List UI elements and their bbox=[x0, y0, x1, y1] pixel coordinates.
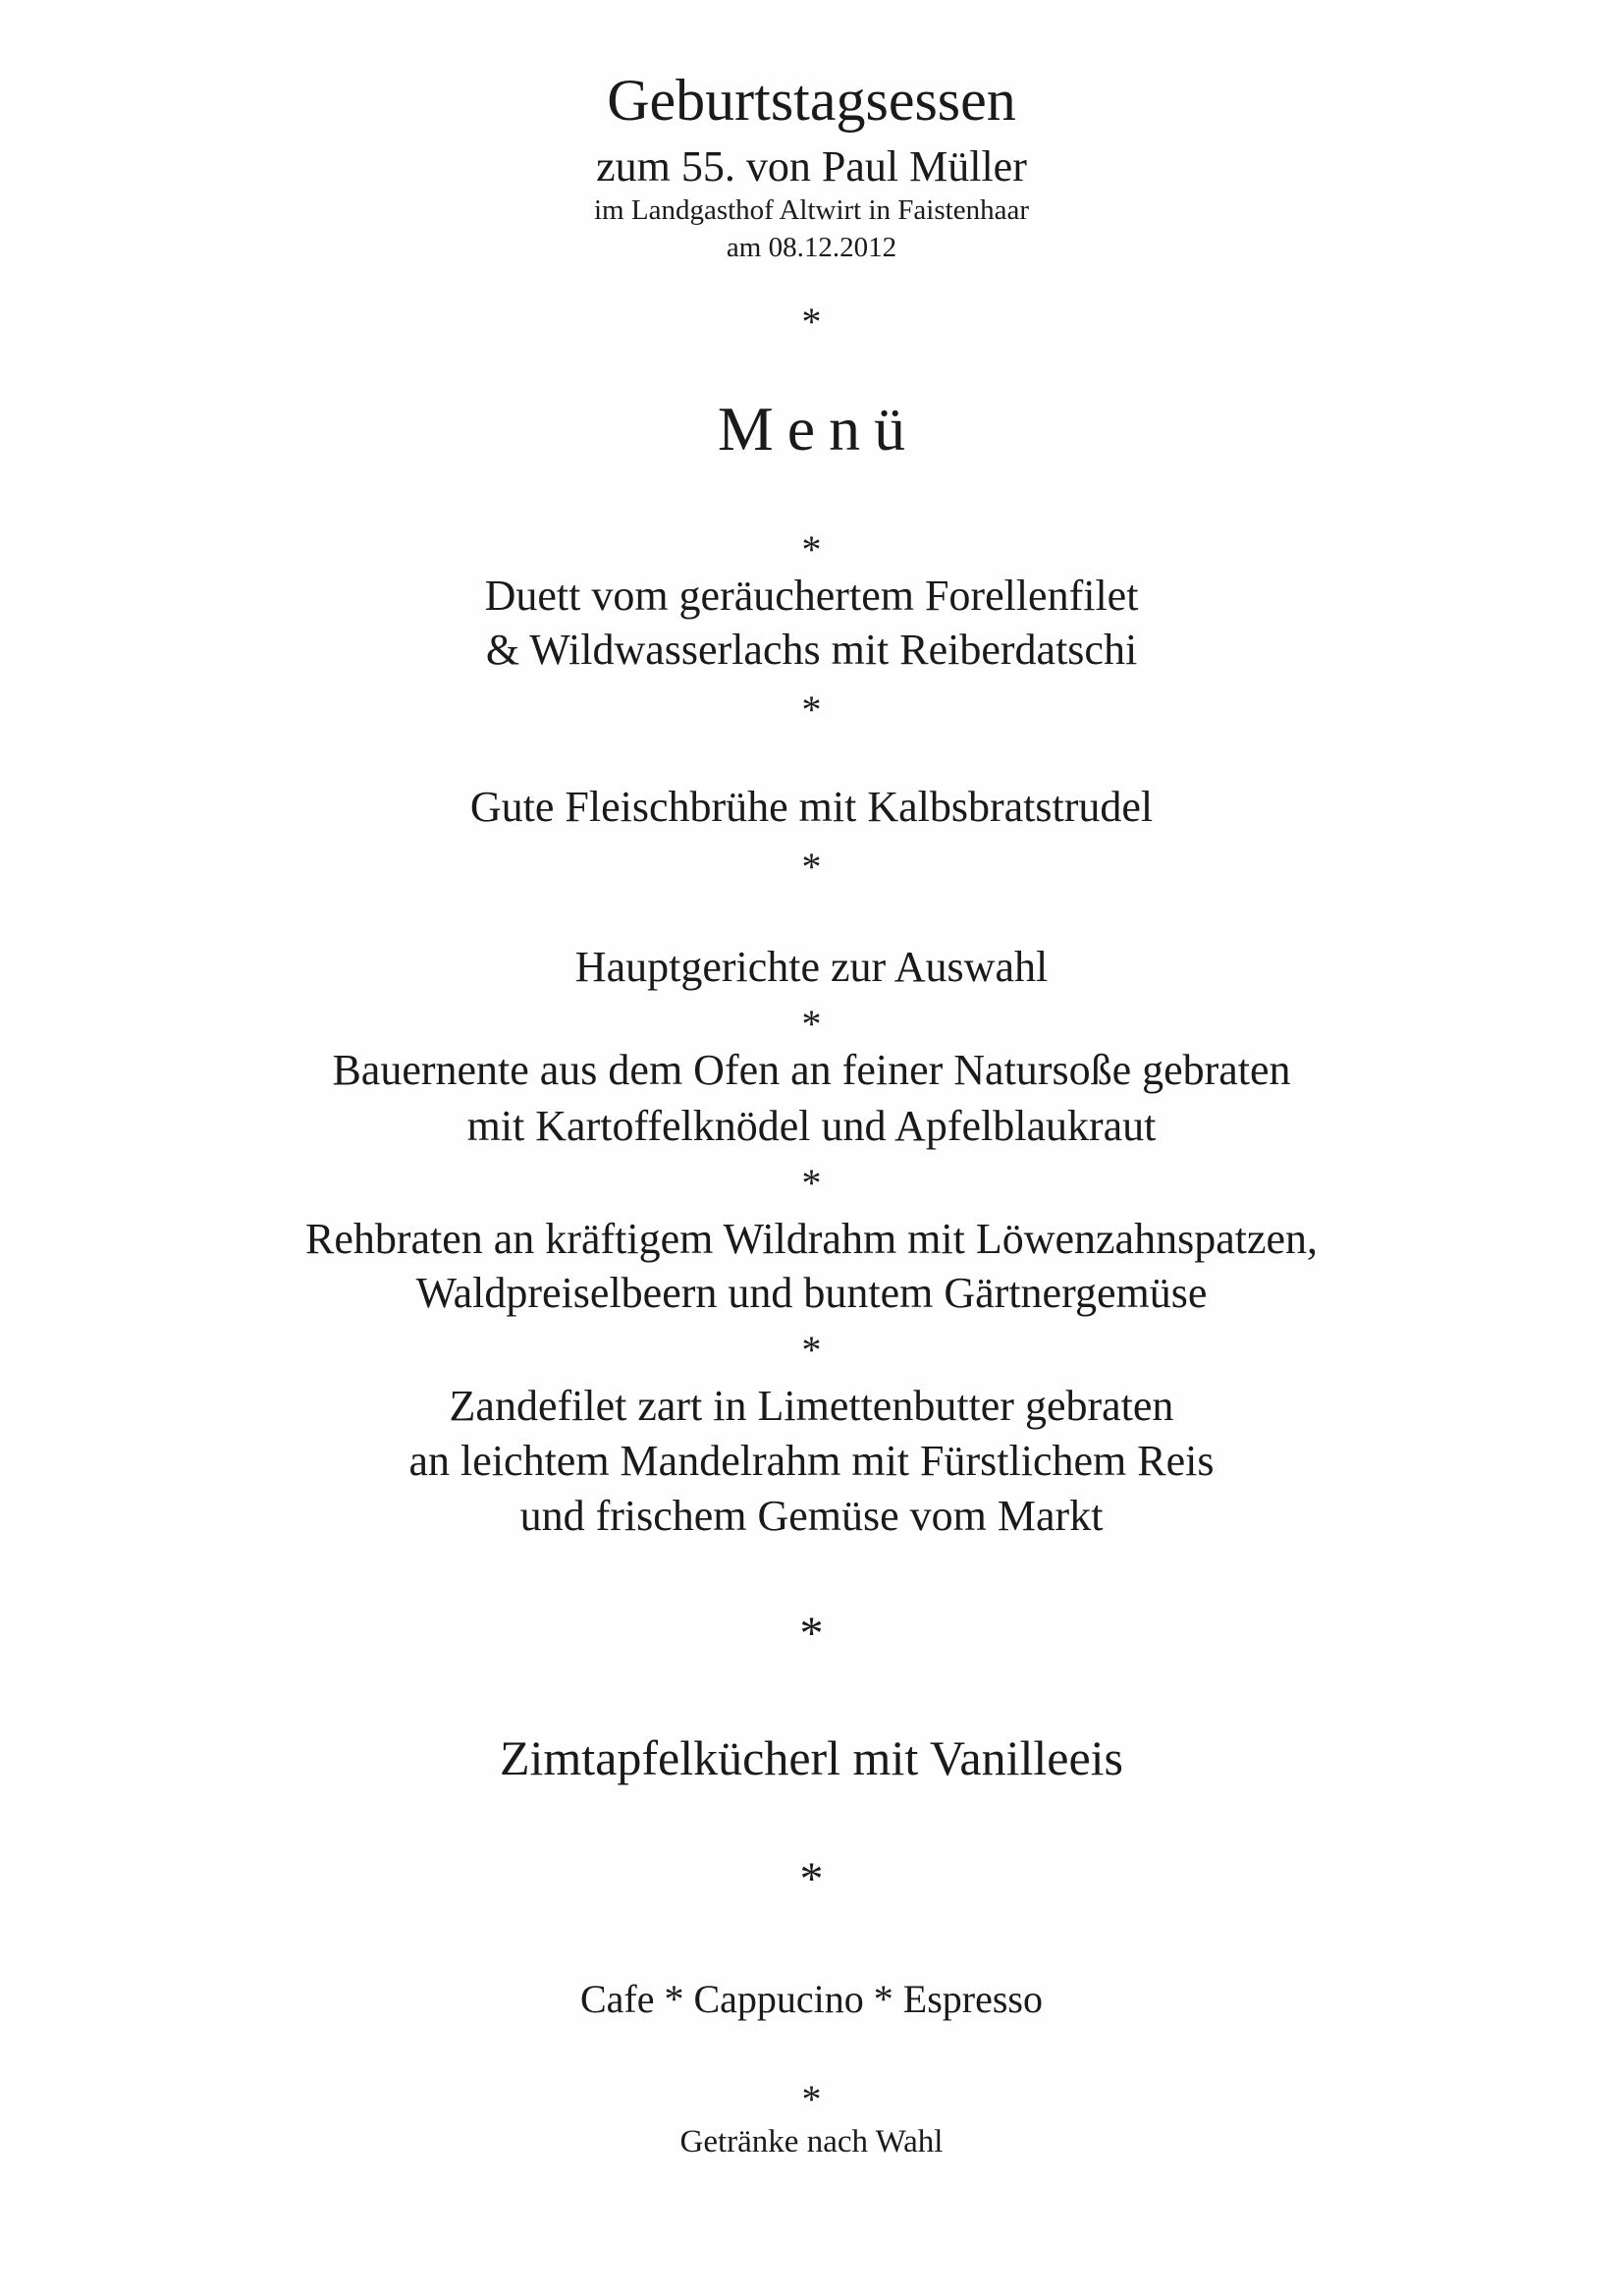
main-zander-line3: und frischem Gemüse vom Markt bbox=[519, 1492, 1104, 1540]
separator-star: * bbox=[801, 845, 822, 889]
subtitle: zum 55. von Paul Müller bbox=[596, 142, 1027, 191]
separator-star: * bbox=[801, 1002, 822, 1046]
course-dessert: Zimtapfelkücherl mit Vanilleeis bbox=[499, 1730, 1123, 1785]
main-zander-line2: an leichtem Mandelrahm mit Fürstlichem Reis bbox=[408, 1437, 1215, 1485]
separator-star: * bbox=[801, 2077, 822, 2121]
main-zander-line1: Zandefilet zart in Limettenbutter gebraten bbox=[449, 1382, 1174, 1430]
course-starter-line2: & Wildwasserlachs mit Reiberdatschi bbox=[485, 626, 1138, 674]
separator-star: * bbox=[801, 527, 822, 572]
main-duck-line1: Bauernente aus dem Ofen an feiner Natursoße gebraten bbox=[332, 1046, 1291, 1094]
main-venison-line1: Rehbraten an kräftigem Wildrahm mit Löwenzahnspatzen, bbox=[304, 1215, 1319, 1263]
page-title: Geburtstagsessen bbox=[607, 68, 1016, 133]
separator-star: * bbox=[801, 1328, 822, 1372]
separator-star: * bbox=[799, 1608, 824, 1660]
main-venison-line2: Waldpreiselbeern und buntem Gärtnergemüse bbox=[415, 1269, 1208, 1317]
separator-star: * bbox=[801, 300, 822, 344]
separator-star: * bbox=[801, 1161, 822, 1205]
drinks-line: Getränke nach Wahl bbox=[679, 2124, 944, 2159]
separator-star: * bbox=[801, 687, 822, 732]
date-line: am 08.12.2012 bbox=[726, 232, 897, 263]
main-duck-line2: mit Kartoffelknödel und Apfelblaukraut bbox=[466, 1102, 1157, 1150]
course-starter-line1: Duett vom geräuchertem Forellenfilet bbox=[484, 572, 1139, 620]
menu-heading: Menü bbox=[717, 394, 920, 464]
venue-line: im Landgasthof Altwirt in Faistenhaar bbox=[594, 194, 1029, 226]
mains-heading: Hauptgerichte zur Auswahl bbox=[574, 943, 1049, 991]
course-soup: Gute Fleischbrühe mit Kalbsbratstrudel bbox=[469, 783, 1154, 831]
separator-star: * bbox=[799, 1853, 824, 1905]
coffee-line: Cafe * Cappucino * Espresso bbox=[579, 1977, 1043, 2021]
